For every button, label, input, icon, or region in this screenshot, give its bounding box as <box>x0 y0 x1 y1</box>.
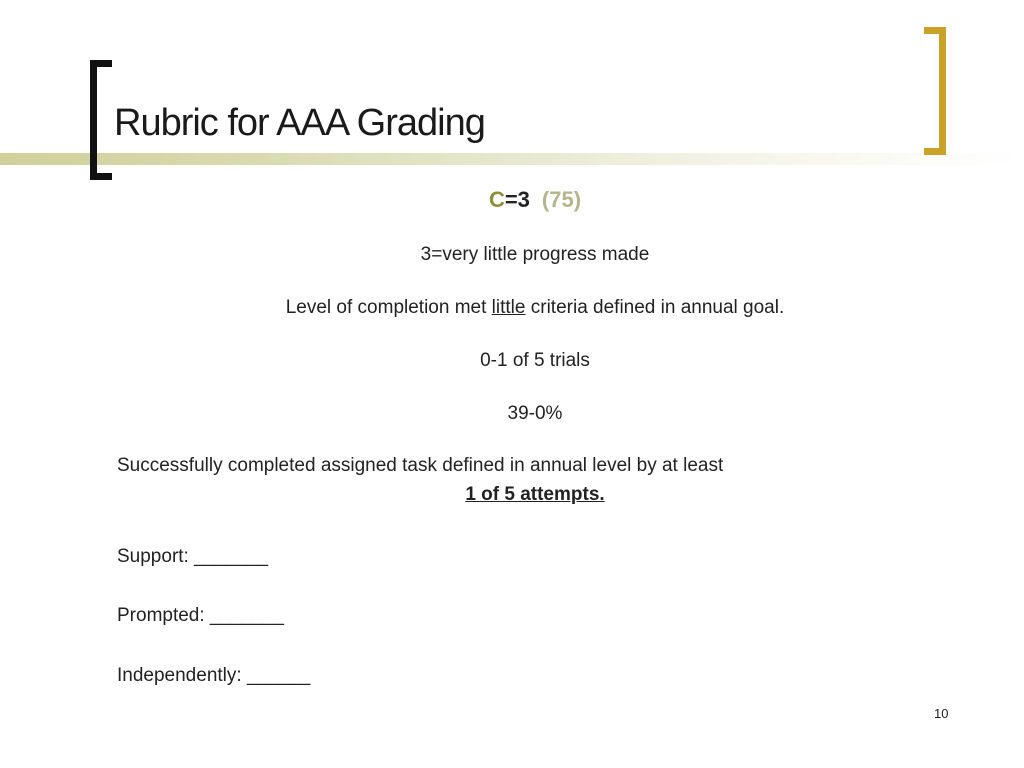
completion-text-before: Level of completion met <box>285 297 492 318</box>
grade-heading <box>0 187 1024 213</box>
grade-letter: C <box>488 187 505 212</box>
independently-field: Independently: ______ <box>117 665 311 686</box>
left-bracket-decoration <box>90 60 112 180</box>
slide-title: Rubric for AAA Grading <box>114 102 485 144</box>
grade-score: (75) <box>541 187 582 212</box>
percent-range-text: 39-0% <box>507 403 563 424</box>
grade-value: =3 <box>504 187 530 212</box>
prompted-field: Prompted: _______ <box>117 605 284 626</box>
success-description: Successfully completed assigned task defined in annual level by at least <box>117 455 724 476</box>
page-number: 10 <box>934 706 949 721</box>
completion-emphasis: little <box>491 297 526 318</box>
support-field: Support: _______ <box>117 546 269 567</box>
right-bracket-decoration <box>924 27 946 155</box>
completion-description <box>0 297 1024 319</box>
trials-text: 0-1 of 5 trials <box>480 350 590 371</box>
completion-text-after: criteria defined in annual goal. <box>525 297 785 318</box>
progress-description: 3=very little progress made <box>420 244 650 265</box>
title-underline-band <box>0 153 1024 165</box>
attempts-text: 1 of 5 attempts. <box>465 484 605 505</box>
